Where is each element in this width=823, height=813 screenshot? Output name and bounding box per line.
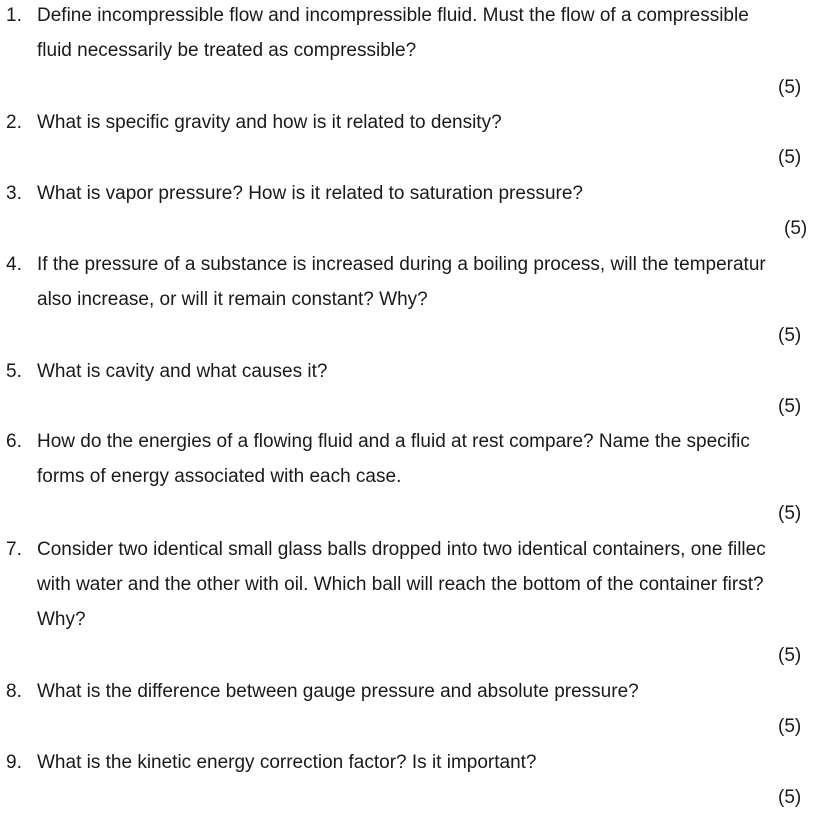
question-text-line: What is vapor pressure? How is it related to saturation pressure? <box>37 183 583 204</box>
question-marks: (5) <box>784 218 808 239</box>
question-marks: (5) <box>778 716 802 737</box>
question-marks: (5) <box>778 503 802 524</box>
question-text-line: What is cavity and what causes it? <box>37 361 328 382</box>
question-text-line: What is specific gravity and how is it related to density? <box>37 112 502 133</box>
question-text-line: also increase, or will it remain constant? Why? <box>37 289 428 310</box>
question-text-line: How do the energies of a flowing fluid and a fluid at rest compare? Name the specific <box>37 431 750 452</box>
question-marks: (5) <box>778 77 802 98</box>
question-number: 8. <box>6 681 22 702</box>
question-marks: (5) <box>778 325 802 346</box>
question-number: 5. <box>6 361 22 382</box>
question-text-line: What is the difference between gauge pressure and absolute pressure? <box>37 681 639 702</box>
question-number: 3. <box>6 183 22 204</box>
question-text-line: If the pressure of a substance is increased during a boiling process, will the temperatur <box>37 254 766 275</box>
question-marks: (5) <box>778 787 802 808</box>
question-text-line: forms of energy associated with each case. <box>37 466 402 487</box>
question-text-line: Why? <box>37 609 86 630</box>
question-number: 7. <box>6 539 22 560</box>
question-number: 6. <box>6 431 22 452</box>
question-number: 4. <box>6 254 22 275</box>
question-number: 9. <box>6 752 22 773</box>
question-marks: (5) <box>778 396 802 417</box>
question-text-line: Define incompressible flow and incompressible fluid. Must the flow of a compressible <box>37 5 749 26</box>
question-text-line: with water and the other with oil. Which ball will reach the bottom of the container first? <box>37 574 764 595</box>
question-text-line: Consider two identical small glass balls dropped into two identical containers, one fillec <box>37 539 766 560</box>
question-text-line: What is the kinetic energy correction factor? Is it important? <box>37 752 537 773</box>
question-marks: (5) <box>778 147 802 168</box>
question-number: 2. <box>6 112 22 133</box>
question-number: 1. <box>6 5 22 26</box>
question-marks: (5) <box>778 645 802 666</box>
question-text-line: fluid necessarily be treated as compressible? <box>37 40 417 61</box>
